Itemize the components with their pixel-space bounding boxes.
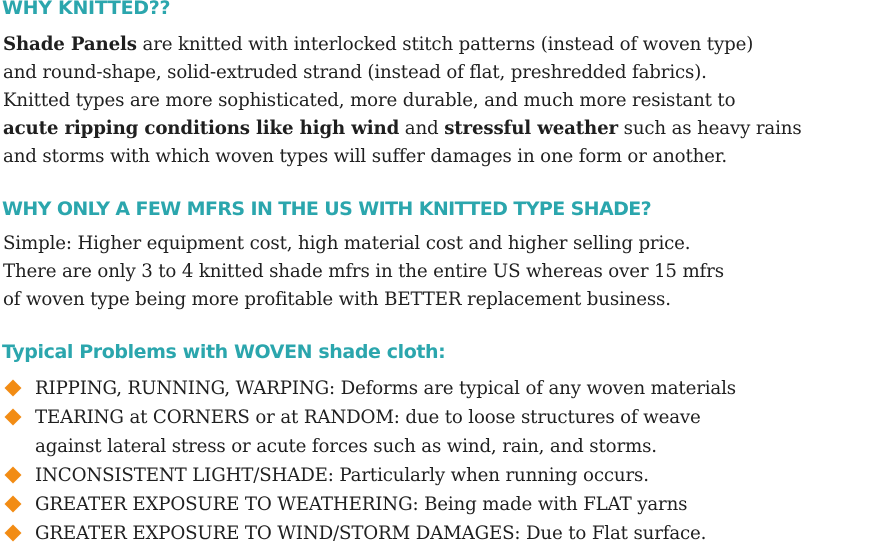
text-run: such as heavy rains xyxy=(618,118,802,139)
heading-why-knitted: WHY KNITTED?? xyxy=(2,0,171,19)
orange-diamond-bullet-icon xyxy=(5,496,22,513)
list-item xyxy=(4,461,736,490)
heading-why-few-mfrs: WHY ONLY A FEW MFRS IN THE US WITH KNITTED TYPE SHADE? xyxy=(2,198,652,220)
bold-phrase: Shade Panels xyxy=(3,34,137,55)
paragraph-why-few-mfrs xyxy=(3,230,724,314)
list-item xyxy=(4,403,736,461)
bold-phrase: stressful weather xyxy=(444,118,618,139)
text-run: are knitted with interlocked stitch patterns (instead of woven type) xyxy=(136,34,754,55)
text-line: and storms with which woven types will suffer damages in one form or another. xyxy=(3,146,727,167)
heading-typical-problems: Typical Problems with WOVEN shade cloth: xyxy=(2,341,446,363)
paragraph-why-knitted xyxy=(3,31,802,171)
bullet-text: GREATER EXPOSURE TO WEATHERING: Being made with FLAT yarns xyxy=(35,494,688,515)
text-line: Knitted types are more sophisticated, more durable, and much more resistant to xyxy=(3,90,736,111)
bullet-continuation-text: against lateral stress or acute forces such as wind, rain, and storms. xyxy=(35,436,657,457)
problems-list xyxy=(4,374,736,548)
bullet-text: TEARING at CORNERS or at RANDOM: due to loose structures of weave xyxy=(35,407,701,428)
bullet-text: RIPPING, RUNNING, WARPING: Deforms are typical of any woven materials xyxy=(35,378,736,399)
orange-diamond-bullet-icon xyxy=(5,525,22,542)
orange-diamond-bullet-icon xyxy=(5,380,22,397)
text-line: Simple: Higher equipment cost, high material cost and higher selling price. xyxy=(3,233,691,254)
text-line: of woven type being more profitable with BETTER replacement business. xyxy=(3,289,671,310)
text-run: and xyxy=(399,118,445,139)
orange-diamond-bullet-icon xyxy=(5,409,22,426)
text-line xyxy=(3,115,802,143)
text-line: and round-shape, solid-extruded strand (instead of flat, preshredded fabrics). xyxy=(3,62,707,83)
list-item xyxy=(4,374,736,403)
text-line xyxy=(3,31,802,59)
orange-diamond-bullet-icon xyxy=(5,467,22,484)
list-item xyxy=(4,519,736,548)
bullet-text: GREATER EXPOSURE TO WIND/STORM DAMAGES: Due to Flat surface. xyxy=(35,523,707,544)
bullet-text: INCONSISTENT LIGHT/SHADE: Particularly when running occurs. xyxy=(35,465,649,486)
bold-phrase: acute ripping conditions like high wind xyxy=(3,118,400,139)
text-line: There are only 3 to 4 knitted shade mfrs in the entire US whereas over 15 mfrs xyxy=(3,261,724,282)
list-item xyxy=(4,490,736,519)
